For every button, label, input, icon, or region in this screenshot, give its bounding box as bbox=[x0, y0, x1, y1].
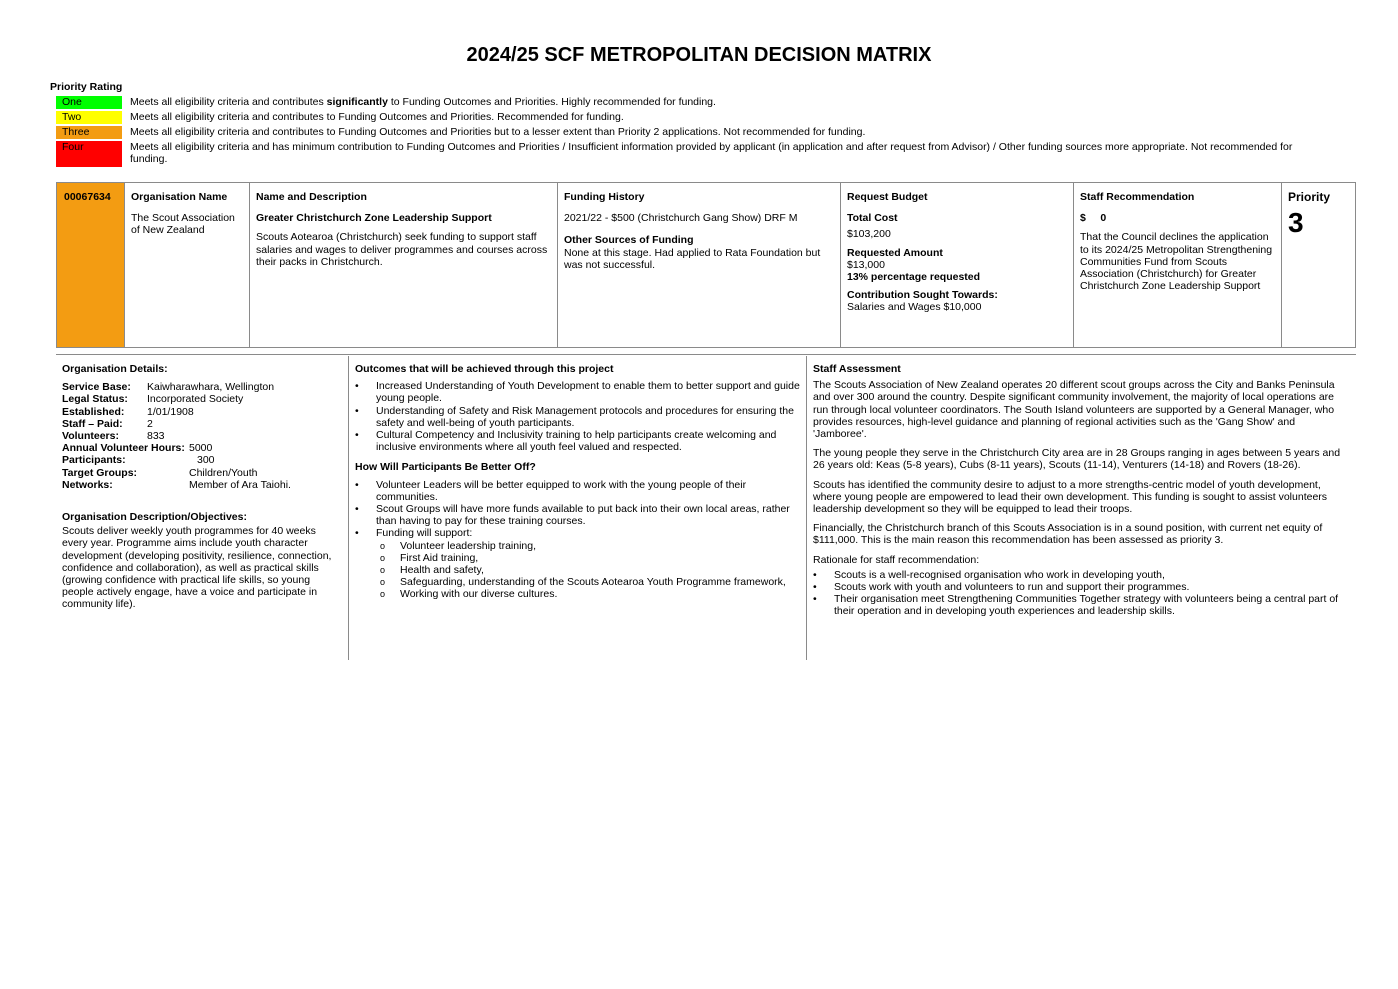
detail-key: Service Base: bbox=[62, 381, 131, 394]
priority-swatch: Three bbox=[56, 126, 122, 139]
request-budget-cell bbox=[841, 183, 1074, 347]
detail-value: 300 bbox=[197, 454, 215, 467]
detail-row bbox=[62, 393, 342, 405]
requested-amount-label: Requested Amount bbox=[847, 246, 943, 259]
priority-description: Meets all eligibility criteria and contributes to Funding Outcomes and Priorities but to a lesser extent than Priority 2 applications. Not recommended for funding. bbox=[130, 126, 866, 138]
detail-row bbox=[62, 467, 342, 479]
list-item: • Understanding of Safety and Risk Management protocols and procedures for ensuring the safety and well-being of youth participants. bbox=[355, 405, 800, 429]
detail-row bbox=[62, 381, 342, 393]
detail-key: Annual Volunteer Hours: bbox=[62, 442, 185, 455]
staff-recommendation-amount: $ 0 bbox=[1080, 212, 1107, 225]
detail-value: 5000 bbox=[189, 442, 213, 455]
org-name-heading: Organisation Name bbox=[131, 191, 228, 203]
detail-value: Member of Ara Taiohi. bbox=[189, 478, 291, 491]
page-title: 2024/25 SCF METROPOLITAN DECISION MATRIX bbox=[466, 44, 932, 66]
funding-history: 2021/22 - $500 (Christchurch Gang Show) DRF M bbox=[564, 212, 798, 225]
detail-key: Established: bbox=[62, 405, 125, 418]
list-item: o Volunteer leadership training, bbox=[375, 540, 800, 552]
better-off-heading: How Will Participants Be Better Off? bbox=[355, 461, 536, 474]
total-cost-label: Total Cost bbox=[847, 212, 898, 225]
priority-description: Meets all eligibility criteria and contributes to Funding Outcomes and Priorities. Recommended for funding. bbox=[130, 111, 624, 123]
outcomes-panel bbox=[349, 356, 807, 660]
list-item: o First Aid training, bbox=[375, 552, 800, 564]
detail-value: 2 bbox=[147, 417, 153, 430]
list-item: • Scouts is a well-recognised organisation who work in developing youth, bbox=[813, 569, 1350, 581]
detail-key: Staff – Paid: bbox=[62, 417, 123, 430]
priority-description bbox=[122, 96, 716, 108]
total-cost: $103,200 bbox=[847, 228, 891, 241]
list-item: • Volunteer Leaders will be better equipped to work with the young people of their communities. bbox=[355, 479, 800, 503]
assessment-paragraph: Financially, the Christchurch branch of this Scouts Association is in a sound position, with current net equity of $111,000. This is the main reason this recommendation has been assessed as priority 3. bbox=[813, 522, 1323, 547]
list-item: o Safeguarding, understanding of the Scouts Aotearoa Youth Programme framework, bbox=[375, 576, 800, 588]
desc-emphasis: significantly bbox=[326, 96, 388, 108]
project-description: Scouts Aotearoa (Christchurch) seek funding to support staff salaries and wages to deliver programmes and courses across their packs in Christchurch. bbox=[256, 231, 548, 268]
other-sources: None at this stage. Had applied to Rata Foundation but was not successful. bbox=[564, 246, 821, 271]
organisation-details-panel bbox=[56, 356, 349, 660]
priority-rating-heading: Priority Rating bbox=[50, 81, 123, 93]
detail-row bbox=[62, 406, 342, 418]
priority-swatch: Four bbox=[56, 141, 122, 167]
detail-key: Networks: bbox=[62, 478, 113, 491]
priority-cell bbox=[1282, 183, 1355, 347]
detail-key: Target Groups: bbox=[62, 466, 138, 479]
staff-recommendation-heading: Staff Recommendation bbox=[1080, 191, 1195, 203]
list-item: o Working with our diverse cultures. bbox=[375, 588, 800, 600]
rationale-list bbox=[813, 569, 1350, 618]
detail-row bbox=[62, 430, 342, 442]
list-item: • Scout Groups will have more funds available to put back into their own local areas, rather than having to pay for these training courses. bbox=[355, 503, 800, 527]
detail-row bbox=[62, 454, 342, 466]
name-description-cell bbox=[250, 183, 558, 347]
detail-row bbox=[62, 442, 342, 454]
assessment-paragraph: Rationale for staff recommendation: bbox=[813, 553, 980, 566]
priority-description: Meets all eligibility criteria and has minimum contribution to Funding Outcomes and Priorities / Insufficient information provided by applicant (in application and after request from Advisor) / Other funding sources more appropriate. Not recommended for funding. bbox=[130, 141, 1293, 166]
priority-row-three bbox=[56, 126, 1310, 139]
org-details-heading: Organisation Details: bbox=[62, 363, 168, 375]
funding-history-cell bbox=[558, 183, 841, 347]
staff-assessment-panel bbox=[807, 356, 1356, 660]
org-name-cell bbox=[125, 183, 250, 347]
requested-amount: $13,000 bbox=[847, 258, 885, 271]
desc-text: to Funding Outcomes and Priorities. Highly recommended for funding. bbox=[387, 96, 716, 108]
detail-row bbox=[62, 479, 342, 491]
list-item: • Increased Understanding of Youth Development to enable them to better support and guide young people. bbox=[355, 380, 800, 404]
list-item: • Their organisation meet Strengthening Communities Together strategy with volunteers being a central part of their operation and in developing youth experiences and leadership skills. bbox=[813, 593, 1350, 617]
org-description-heading: Organisation Description/Objectives: bbox=[62, 511, 247, 524]
assessment-paragraph: The Scouts Association of New Zealand operates 20 different scout groups across the City and Banks Peninsula and over 300 around the country. Despite significant community involvement, the majority of local operations are run through local volunteer coordinators. The South Island volunteers are supported by a General Manager, who provides resources, high-level guidance and planning of regional activities such as the 'Gang Show' and 'Jamboree'. bbox=[813, 379, 1335, 441]
priority-rating-legend bbox=[56, 96, 1310, 169]
assessment-paragraph: Scouts has identified the community desire to adjust to a more strengths-centric model of youth development, where young people are empowered to lead their own development. This funding is sought to assist volunteers leadership development so they will be equipped to lead their troops. bbox=[813, 478, 1328, 516]
priority-row-one bbox=[56, 96, 1310, 109]
application-summary-grid bbox=[56, 182, 1356, 348]
staff-recommendation-text: That the Council declines the application to its 2024/25 Metropolitan Strengthening Communities Fund from Scouts Association (Christchurch) for Greater Christchurch Zone Leadership Support bbox=[1080, 231, 1273, 293]
staff-recommendation-cell bbox=[1074, 183, 1282, 347]
project-name: Greater Christchurch Zone Leadership Support bbox=[256, 212, 492, 225]
contribution-label: Contribution Sought Towards: bbox=[847, 289, 998, 302]
org-name: The Scout Association of New Zealand bbox=[131, 212, 235, 237]
outcomes-heading: Outcomes that will be achieved through this project bbox=[355, 363, 614, 375]
list-item: • Cultural Competency and Inclusivity training to help participants create welcoming and inclusive environments where all youth feel valued and respected. bbox=[355, 429, 800, 453]
support-list bbox=[375, 540, 800, 601]
priority-heading: Priority bbox=[1288, 190, 1331, 204]
priority-row-four bbox=[56, 141, 1310, 167]
outcomes-list bbox=[355, 380, 800, 453]
other-sources-heading: Other Sources of Funding bbox=[564, 234, 694, 247]
application-id: 00067634 bbox=[57, 183, 125, 347]
section-divider bbox=[56, 354, 1356, 355]
priority-swatch: One bbox=[56, 96, 122, 109]
better-off-list bbox=[355, 479, 800, 540]
detail-value: Kaiwharawhara, Wellington bbox=[147, 381, 275, 394]
detail-key: Volunteers: bbox=[62, 430, 119, 443]
priority-row-two bbox=[56, 111, 1310, 124]
percentage-requested: 13% percentage requested bbox=[847, 271, 981, 284]
funding-history-heading: Funding History bbox=[564, 191, 645, 203]
contribution: Salaries and Wages $10,000 bbox=[847, 301, 982, 314]
priority-value: 3 bbox=[1288, 207, 1304, 239]
org-description: Scouts deliver weekly youth programmes for 40 weeks every year. Programme aims include youth character development (developing positivity, resilience, connection, confidence and collaboration), as well as practical skills (growing confidence with practical life skills, so young people actively engage, have a voice and participate in community life). bbox=[62, 525, 332, 611]
list-item: • Scouts work with youth and volunteers to run and support their programmes. bbox=[813, 581, 1350, 593]
request-budget-heading: Request Budget bbox=[847, 191, 928, 203]
detail-value: 1/01/1908 bbox=[147, 405, 194, 418]
name-description-heading: Name and Description bbox=[256, 191, 367, 203]
priority-swatch: Two bbox=[56, 111, 122, 124]
list-item: o Health and safety, bbox=[375, 564, 800, 576]
detail-value: Children/Youth bbox=[189, 466, 258, 479]
detail-value: Incorporated Society bbox=[147, 393, 244, 406]
detail-row bbox=[62, 418, 342, 430]
detail-key: Legal Status: bbox=[62, 393, 128, 406]
detail-key: Participants: bbox=[62, 454, 126, 467]
staff-assessment-heading: Staff Assessment bbox=[813, 363, 901, 375]
detail-value: 833 bbox=[147, 430, 165, 443]
list-item: • Funding will support: bbox=[355, 527, 800, 539]
desc-text: Meets all eligibility criteria and contributes bbox=[130, 96, 327, 108]
assessment-paragraph: The young people they serve in the Christchurch City area are in 28 Groups ranging in ages between 5 years and 26 years old: Keas (5-8 years), Cubs (8-11 years), Scouts (11-14), Venturers (14-18) and Rovers (18-26). bbox=[813, 447, 1341, 472]
